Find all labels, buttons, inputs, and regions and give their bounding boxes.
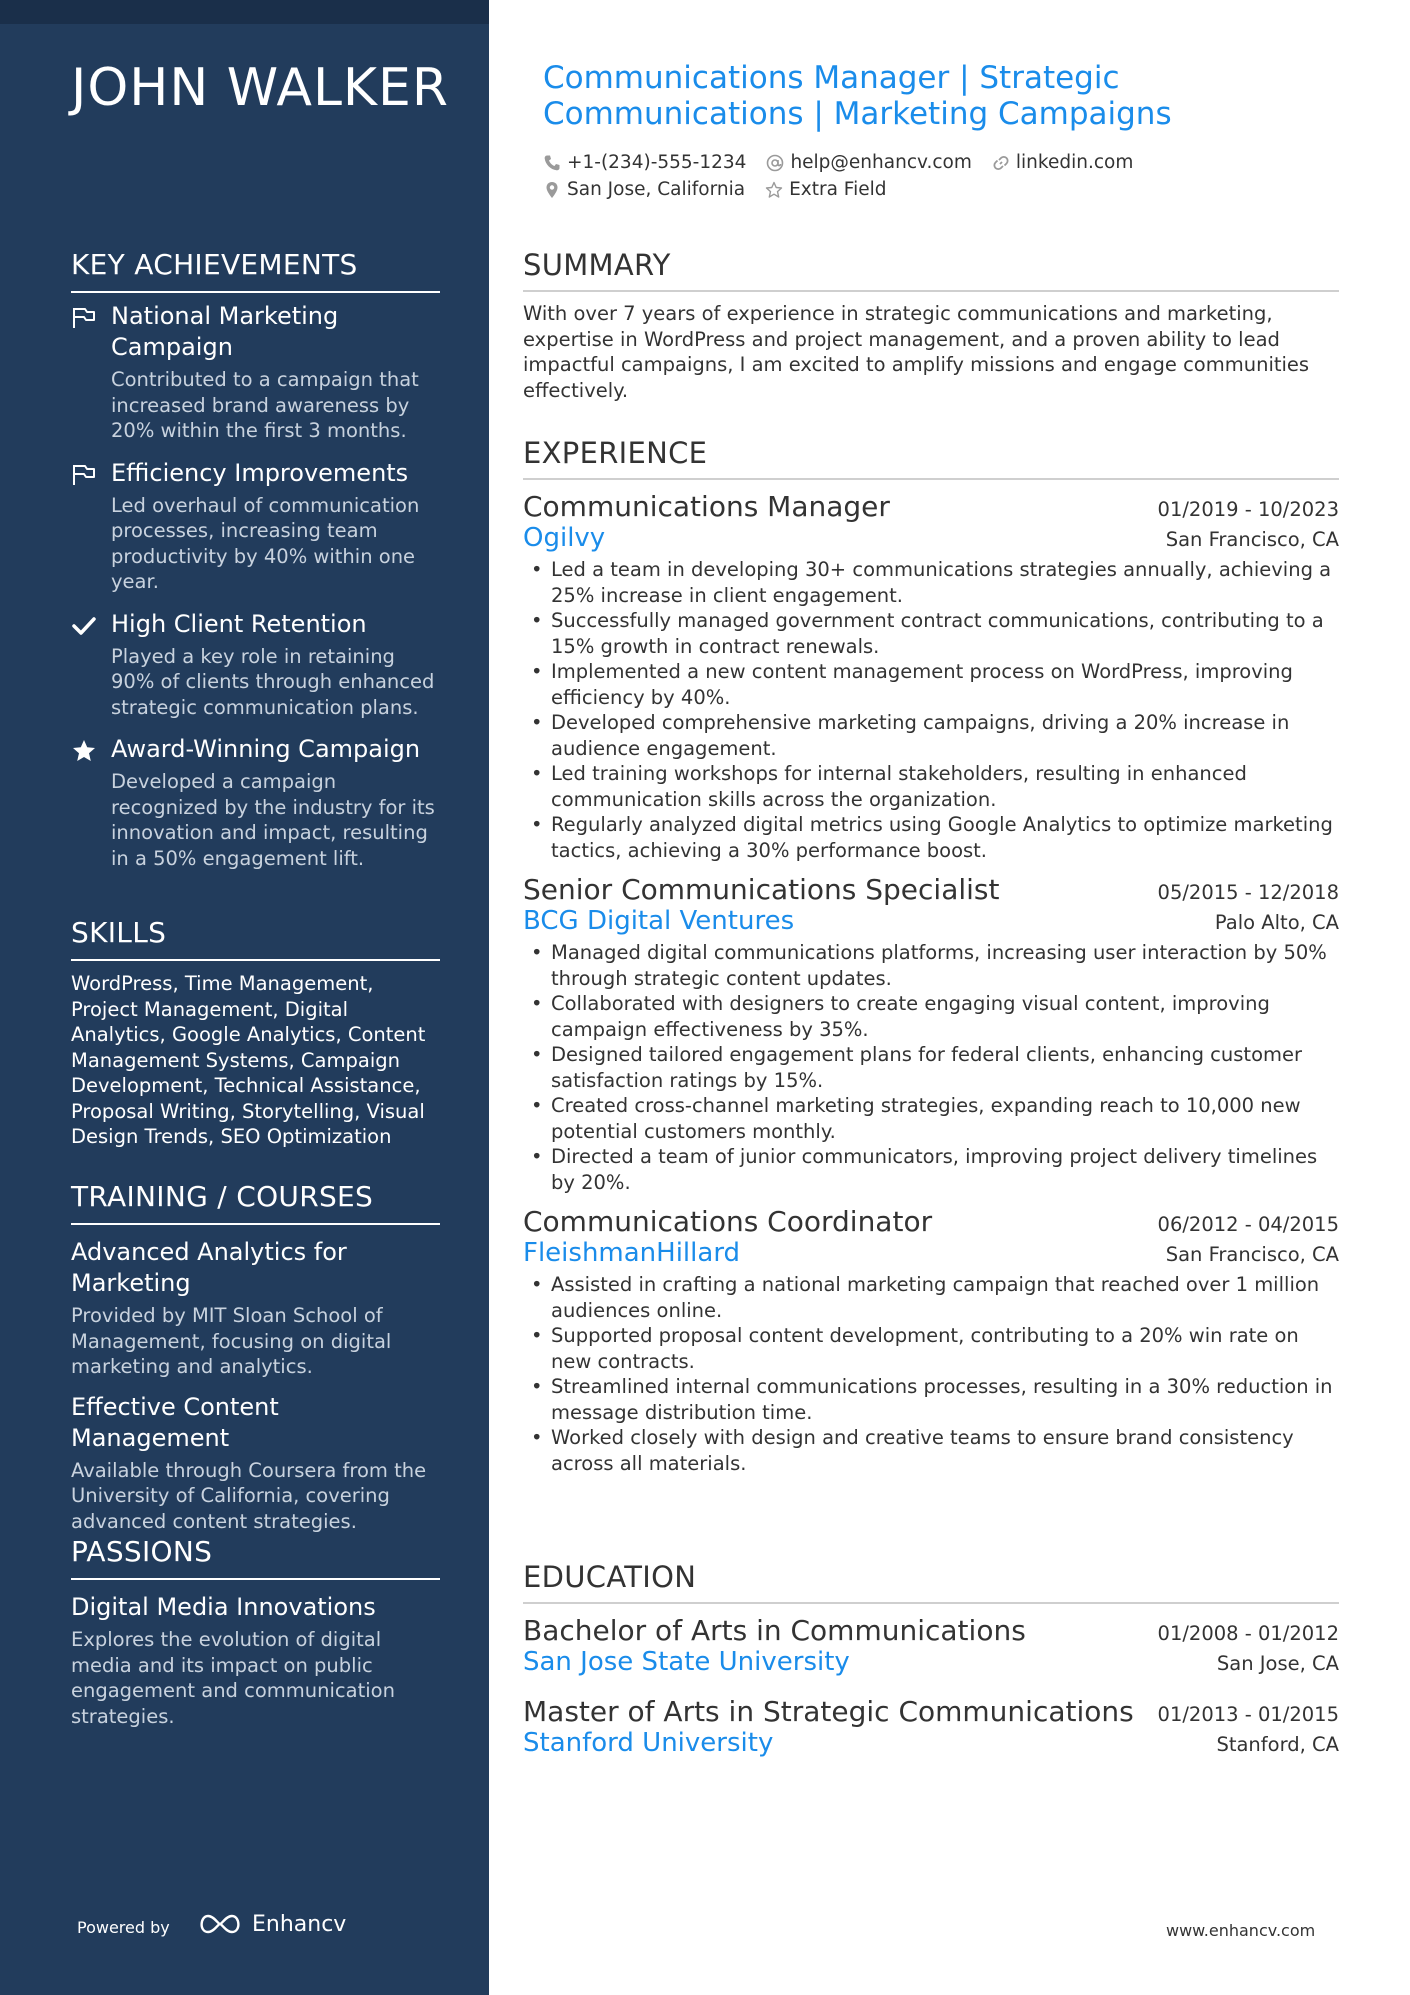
passion-description: Explores the evolution of digital media and its impact on public engagement and communication strategies.: [71, 1628, 395, 1728]
location-text: San Jose, California: [567, 179, 746, 200]
school-name: Stanford University: [523, 1728, 774, 1758]
school-row: [523, 1728, 1339, 1758]
achievement-title: Efficiency Improvements: [111, 458, 409, 487]
training-heading: TRAINING / COURSES: [71, 1180, 440, 1225]
job-bullet: • Managed digital communications platforms, increasing user interaction by 50% through strategic content updates.: [523, 940, 1339, 991]
course-title: Effective Content Management: [71, 1392, 279, 1452]
education-heading: EDUCATION: [523, 1560, 1339, 1604]
job-bullet: • Supported proposal content development, contributing to a 20% win rate on new contracts.: [523, 1323, 1339, 1374]
flag-icon: [71, 305, 97, 331]
job-dates: 01/2019 - 10/2023: [1157, 498, 1339, 521]
job-title: Communications Manager: [523, 490, 890, 523]
passions-heading: PASSIONS: [71, 1535, 440, 1580]
checkmark-icon: [71, 613, 97, 639]
job-company-row: [523, 906, 1339, 936]
flag-icon: [71, 462, 97, 488]
headline: Communications Manager | Strategic Communications | Marketing Campaigns: [543, 60, 1172, 132]
key-achievements-heading: KEY ACHIEVEMENTS: [71, 248, 440, 293]
at-sign-icon: [766, 154, 784, 172]
job-bullet: • Directed a team of junior communicators, improving project delivery timelines by 20%.: [523, 1144, 1339, 1195]
school-location: Stanford, CA: [1216, 1733, 1339, 1756]
job-company: BCG Digital Ventures: [523, 906, 795, 936]
passion-title: Digital Media Innovations: [71, 1593, 376, 1621]
training-section: [71, 1180, 440, 1534]
achievement-title: National Marketing Campaign: [111, 302, 339, 361]
job-bullet: • Streamlined internal communications processes, resulting in a 30% reduction in message distribution time.: [523, 1374, 1339, 1425]
star-icon: [71, 738, 97, 764]
job-bullet: • Assisted in crafting a national marketing campaign that reached over 1 million audiences online.: [523, 1272, 1339, 1323]
link-icon: [992, 154, 1010, 172]
summary-heading: SUMMARY: [523, 248, 1339, 292]
job-company-row: [523, 523, 1339, 553]
school-location: San Jose, CA: [1216, 1652, 1339, 1675]
candidate-name: JOHN WALKER: [71, 58, 449, 118]
education-section: [523, 1560, 1339, 1758]
job-bullet: • Designed tailored engagement plans for federal clients, enhancing customer satisfaction ratings by 15%.: [523, 1042, 1339, 1093]
experience-heading: EXPERIENCE: [523, 436, 1339, 480]
skills-heading: SKILLS: [71, 916, 440, 961]
contact-info: [543, 149, 1343, 203]
experience-section: [523, 436, 1339, 1476]
achievement-title: High Client Retention: [111, 609, 367, 638]
phone-icon: [543, 154, 561, 172]
job-title-row: [523, 490, 1339, 523]
passion-item: [71, 1592, 440, 1729]
job-title-row: [523, 1205, 1339, 1238]
job-bullet: • Worked closely with design and creative teams to ensure brand consistency across all materials.: [523, 1425, 1339, 1476]
enhancv-logo-icon: [196, 1911, 244, 1937]
email-address: help@enhancv.com: [790, 152, 972, 173]
job-bullet: • Successfully managed government contract communications, contributing to a 15% growth in contract renewals.: [523, 608, 1339, 659]
job-bullet: • Led a team in developing 30+ communications strategies annually, achieving a 25% increase in client engagement.: [523, 557, 1339, 608]
school-row: [523, 1647, 1339, 1677]
job-title: Senior Communications Specialist: [523, 873, 1000, 906]
extra-field-text: Extra Field: [789, 179, 887, 200]
skills-section: [71, 916, 440, 1150]
footer-url[interactable]: www.enhancv.com: [1166, 1921, 1316, 1940]
key-achievements-section: [71, 248, 440, 871]
job-bullet: • Created cross-channel marketing strategies, expanding reach to 10,000 new potential customers monthly.: [523, 1093, 1339, 1144]
achievement-item: [71, 458, 440, 595]
job-title: Communications Coordinator: [523, 1205, 933, 1238]
summary-section: [523, 248, 1339, 403]
extra-field-contact: [765, 179, 886, 200]
job-entry: [523, 1205, 1339, 1476]
contact-row: [543, 149, 1343, 176]
job-title-row: [523, 873, 1339, 906]
education-dates: 01/2013 - 01/2015: [1157, 1703, 1339, 1726]
education-entry: [523, 1695, 1339, 1758]
degree-title: Bachelor of Arts in Communications: [523, 1614, 1026, 1647]
achievement-item: [71, 609, 440, 721]
job-company: FleishmanHillard: [523, 1238, 741, 1268]
skills-list: WordPress, Time Management, Project Management, Digital Analytics, Google Analytics, Content Management Systems, Campaign Development, Technical Assistance, Proposal Writing, Storytelling, Visual Design Trends, SEO Optimization: [71, 972, 426, 1148]
job-bullet: • Regularly analyzed digital metrics using Google Analytics to optimize marketing tactics, achieving a 30% performance boost.: [523, 812, 1339, 863]
contact-row: [543, 176, 1343, 203]
job-entry: [523, 873, 1339, 1195]
achievement-description: Developed a campaign recognized by the industry for its innovation and impact, resulting in a 50% engagement lift.: [111, 770, 435, 870]
enhancv-logo-text: Enhancv: [252, 1911, 347, 1937]
education-dates: 01/2008 - 01/2012: [1157, 1622, 1339, 1645]
location-pin-icon: [543, 181, 561, 199]
job-location: Palo Alto, CA: [1214, 911, 1339, 934]
job-bullet: • Implemented a new content management process on WordPress, improving efficiency by 40%.: [523, 659, 1339, 710]
job-bullet: • Collaborated with designers to create engaging visual content, improving campaign effectiveness by 35%.: [523, 991, 1339, 1042]
enhancv-logo[interactable]: [196, 1911, 346, 1937]
sidebar-top-band: [0, 0, 489, 24]
job-location: San Francisco, CA: [1165, 1243, 1339, 1266]
achievement-item: [71, 301, 440, 444]
achievement-description: Led overhaul of communication processes, increasing team productivity by 40% within one year.: [111, 493, 420, 593]
course-description: Provided by MIT Sloan School of Management, focusing on digital marketing and analytics.: [71, 1304, 392, 1378]
achievement-description: Played a key role in retaining 90% of clients through enhanced strategic communication plans.: [111, 644, 435, 719]
job-bullets: [523, 1272, 1339, 1476]
phone-number: +1-(234)-555-1234: [567, 152, 747, 173]
degree-row: [523, 1614, 1339, 1647]
summary-text: With over 7 years of experience in strategic communications and marketing, expertise in WordPress and project management, and a proven ability to lead impactful campaigns, I am excited to amplify missions and engage communities effectively.: [523, 302, 1310, 402]
course-item: [71, 1392, 440, 1535]
degree-title: Master of Arts in Strategic Communications: [523, 1695, 1134, 1728]
email-contact[interactable]: [766, 152, 971, 173]
job-bullets: [523, 940, 1339, 1195]
job-bullet: • Developed comprehensive marketing campaigns, driving a 20% increase in audience engagement.: [523, 710, 1339, 761]
course-description: Available through Coursera from the University of California, covering advanced content strategies.: [71, 1458, 427, 1533]
linkedin-url: linkedin.com: [1015, 152, 1134, 173]
job-company-row: [523, 1238, 1339, 1268]
achievement-description: Contributed to a campaign that increased brand awareness by 20% within the first 3 months.: [111, 368, 419, 442]
job-dates: 06/2012 - 04/2015: [1157, 1213, 1339, 1236]
job-company: Ogilvy: [523, 523, 606, 553]
powered-by-label: Powered by: [77, 1918, 170, 1937]
job-bullet: • Led training workshops for internal stakeholders, resulting in enhanced communication skills across the organization.: [523, 761, 1339, 812]
education-entry: [523, 1614, 1339, 1677]
sidebar: [0, 0, 489, 1995]
job-location: San Francisco, CA: [1165, 528, 1339, 551]
job-entry: [523, 490, 1339, 863]
phone-contact[interactable]: [543, 152, 746, 173]
star-outline-icon: [765, 181, 783, 199]
course-title: Advanced Analytics for Marketing: [71, 1238, 347, 1297]
job-bullets: [523, 557, 1339, 863]
passions-section: [71, 1535, 440, 1729]
school-name: San Jose State University: [523, 1647, 850, 1677]
degree-row: [523, 1695, 1339, 1728]
course-item: [71, 1237, 440, 1380]
achievement-item: [71, 734, 440, 871]
job-dates: 05/2015 - 12/2018: [1157, 881, 1339, 904]
achievement-title: Award-Winning Campaign: [111, 735, 421, 763]
location-contact: [543, 179, 745, 200]
linkedin-contact[interactable]: [992, 152, 1133, 173]
